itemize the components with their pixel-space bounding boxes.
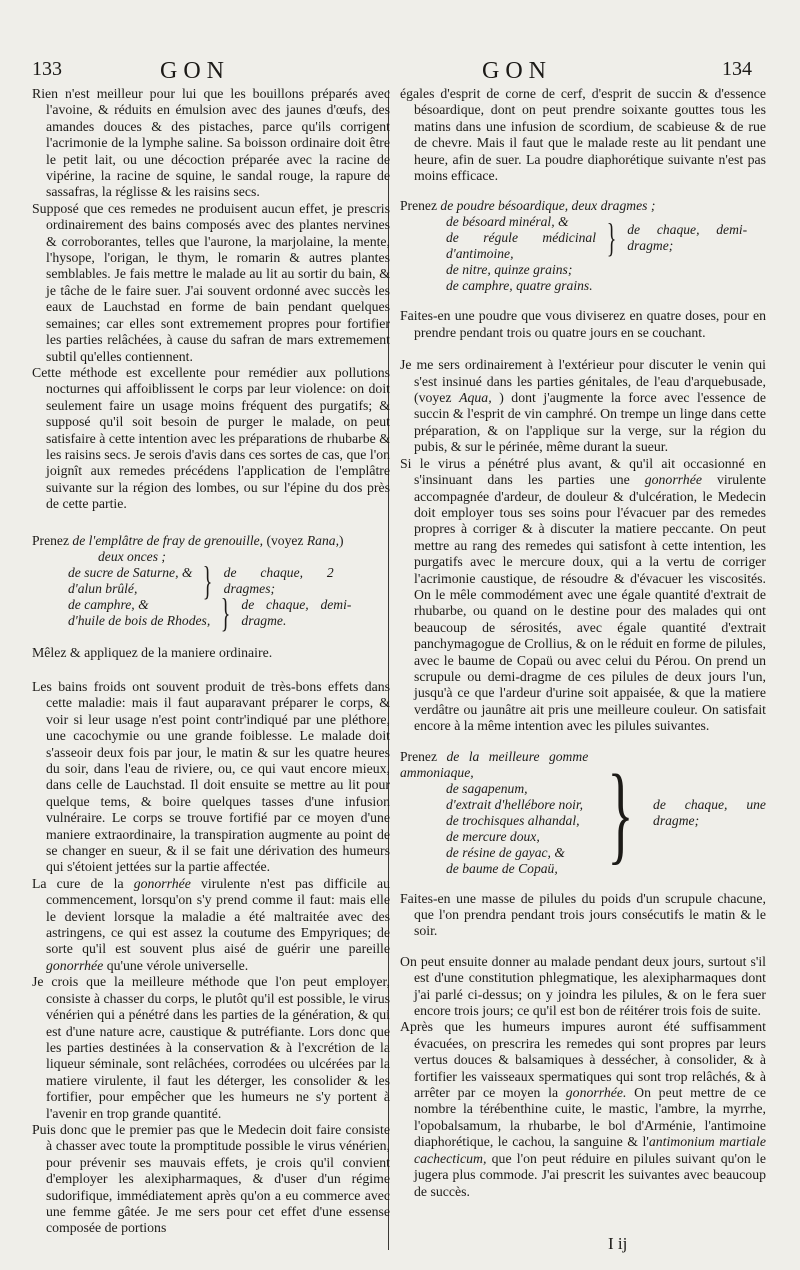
right-paragraph-2: Faites-en une poudre que vous diviserez en quatre doses, pour en prendre pendant trois ou quatre jours en se couchant. xyxy=(400,308,766,340)
left-paragraph-1: Rien n'est meilleur pour lui que les bouillons préparés avec l'avoine, & réduits en émulsion avec des jaunes d'œufs, des amandes douces & des pistaches, parce qu'ils corrigent l'acrimonie de la lymphe saline. Sa boisson ordinaire doit être le petit lait, ou une décoction préparée avec la racine de vipérine, la racine de squine, le sandal rouge, la rapure de sassafras, la réglisse & les raisins secs. xyxy=(32,86,390,200)
left-paragraph-5: Les bains froids ont souvent produit de très-bons effets dans cette maladie: mais il faut auparavant préparer le corps, & voir si leur usage n'est point contr'indiqué par une pléthore, une cacochymie ou une grande foiblesse. Le malade doit s'asseoir deux fois par jour, le matin & sur les quatre heures du soir, dans l'eau de riviere, ou, ce qui vaut encore mieux, dans celle de Lauchstad. Il doit ensuite se mettre au lit pour quelque tems, & boire quelques tasses d'une infusion vulnéraire. Le corps se trouve fortifié par ce moyen d'une maniere extraordinaire, la transpiration augmente au point de se changer en sueur, & il se fait une dérivation des humeurs qui s'étoient jettées sur la partie affectée. xyxy=(32,678,390,875)
right-paragraph-7 xyxy=(400,1019,766,1199)
text-run: que l'on peut réduire en pilules suivant qu'on le jugera plus commode. J'ai prescrit les suivantes avec beaucoup de succès. xyxy=(414,1150,767,1199)
recipe-group xyxy=(400,749,766,877)
right-paragraph-1: égales d'esprit de corne de cerf, d'esprit de succin & d'essence bésoardique, dont on peut prendre soixante gouttes tous les matins dans une infusion de scordium, de scabieuse & de rue de chevre. Mais il faut que le malade reste au lit pendant une heure, afin de suer. La poudre diaphorétique suivante n'est pas moins efficace. xyxy=(400,86,766,184)
recipe-ingredient: de poudre bésoardique, deux dragmes ; xyxy=(440,198,656,214)
left-page-number: 133 xyxy=(32,58,62,80)
right-paragraph-5: Faites-en une masse de pilules du poids d'un scrupule chacune, que l'on prendra pendant trois jours consécutifs le matin & le soir. xyxy=(400,890,766,939)
text-run-italic: gonorrhée xyxy=(133,875,191,891)
text-run: ) dont j'augmente la force avec l'essence de succin & l'esprit de vin camphré. On trempe un linge dans cette préparation, & on l'applique sur la verge, sur la région du pubis, & sur le périnée, même durant la sueur. xyxy=(414,390,766,455)
text-run: Je me sers ordinairement à l'extérieur pour discuter le venin qui s'est insinué dans les parties génitales, de l'eau d'arquebusade, (voyez xyxy=(400,357,766,406)
right-paragraph-3 xyxy=(400,357,766,455)
text-run: virulente n'est pas difficile au commencement, lorsqu'on s'y prend comme il faut: mais elle le devient lorsque la maladie a été maltraitée avec des astringens, ce qui est assez la coutume des Empyriques; de sorte qu'il est souvent plus aisé de guérir une pareille xyxy=(46,875,391,957)
text-run-italic: gonorrhée xyxy=(644,472,702,488)
recipe-line: de mercure doux, xyxy=(446,828,540,844)
right-page-number: 134 xyxy=(722,58,752,80)
recipe-line: de résine de gayac, & xyxy=(446,844,565,860)
recipe-side: de chaque, une dragme; xyxy=(653,796,766,828)
right-paragraph-4 xyxy=(400,456,766,735)
brace-icon: } xyxy=(203,557,213,603)
recipe-line: de régule médicinal d'antimoine, xyxy=(446,230,596,262)
text-run: La cure de la xyxy=(32,875,124,891)
recipe-prenez: Prenez xyxy=(400,748,437,764)
recipe-line: de camphre, & xyxy=(68,596,149,612)
recipe-side: de chaque, demi-dragme; xyxy=(627,222,748,254)
left-paragraph-2: Supposé que ces remedes ne produisent aucun effet, je prescris ordinairement des bains composés avec des plantes nervines & corroborantes, telles que l'aurone, la marjolaine, la mente, l'hysope, l'origan, le thym, le romarin & autres plantes semblables. Je fais mettre le malade au lit au sortir du bain, & je tâche de le faire suer. J'ai souvent ordonné avec succès les eaux de Lauchstad en forme de bain pendant quelques semaines; car elles sont extremement propres pour fortifier les parties relâchées, à cause du safran de mars extremement subtil qu'elles contiennent. xyxy=(32,200,390,364)
brace-icon: } xyxy=(606,215,617,261)
left-paragraph-8: Puis donc que le premier pas que le Medecin doit faire consiste à chasser avec toute la promptitude possible le virus vénérien, pour prévenir ses mauvais effets, je crois qu'il convient d'employer les alexipharmaques, & d'user d'un régime sudorifique, immédiatement après qu'on a eu commerce avec une femme gâtée. Je me sers pour cet effet d'une essense composée de portions xyxy=(32,1121,390,1236)
recipe-emplatre-head xyxy=(32,533,390,549)
recipe-group xyxy=(400,214,766,262)
recipe-line: de camphre, quatre grains. xyxy=(446,278,593,294)
recipe-paren: ) xyxy=(338,532,344,548)
recipe-prenez: Prenez xyxy=(400,198,437,214)
recipe-line: de bésoard minéral, & xyxy=(446,214,569,230)
recipe-line: de trochisques alhandal, xyxy=(446,812,580,828)
right-paragraph-6: On peut ensuite donner au malade pendant deux jours, surtout s'il est d'une constitution phlegmatique, les alexipharmaques dont j'ai parlé ci-dessus; on y joindra les pilules, & on le fera suer encore trois jours; ce qu'il est bon de réitérer trois fois de suite. xyxy=(400,953,766,1019)
text-run-italic: gonorrhée xyxy=(46,957,104,973)
left-column xyxy=(32,86,390,1237)
text-run: virulente accompagnée d'ardeur, de douleur & d'ulcération, le Medecin doit employer tous ses soins pour l'évacuer par des remedes propres à corriger & à discuter la matiere peccante. On peut mettre au rang des remedes qui satisfont à cette intention, les purgatifs avec le mercure doux, qui a la vertu de corriger l'acrimonie caustique, de résoudre & d'évacuer les viscosités. On le mêle commodément avec une égale quantité d'extrait de rhubarbe, ou quand on le destine pour des malades qui ont beaucoup de sérosités, avec égale quantité d'extrait panchymagogue de Crollius, & on le réduit en forme de pilules, avec le baume de Copaü ou avec celui du Pérou. On prend un scrupule ou demi-dragme de ces pilules de deux jours l'un, jusqu'à ce que l'ardeur d'urine soit appaisée, & que la matiere verdâtre ou jaunâtre ait pris une meilleure couleur. On satisfait encore à la même intention avec les pilules suivantes. xyxy=(414,472,766,734)
text-run-italic: Aqua, xyxy=(459,390,492,406)
signature-mark: I ij xyxy=(608,1234,628,1253)
text-run: qu'une vérole universelle. xyxy=(106,957,249,973)
text-run-italic: antimonium martiale cachecticum, xyxy=(414,1134,766,1166)
recipe-poudre xyxy=(400,198,766,294)
left-running-head: GON xyxy=(160,58,230,84)
text-run: On peut mettre de ce nombre la térébenthine cuite, le mastic, l'ambre, la myrrhe, l'opobalsamum, la rhubarbe, le bol d'Arménie, l'antimoine diaphorétique, le cachou, la sanguine & l' xyxy=(414,1085,766,1150)
recipe-quantity: deux onces ; xyxy=(98,548,166,564)
text-run-italic: gonorrhée. xyxy=(565,1085,627,1101)
brace-icon: } xyxy=(607,751,634,874)
recipe-poudre-head xyxy=(400,198,766,214)
right-running-head: GON xyxy=(482,58,552,84)
brace-icon: } xyxy=(221,589,231,635)
recipe-line: d'alun brûlé, xyxy=(68,580,138,596)
recipe-group-a xyxy=(32,557,390,603)
recipe-side: de chaque, 2 dragmes; xyxy=(223,564,334,596)
recipe-line: de sagapenum, xyxy=(446,780,528,796)
recipe-line: de sucre de Saturne, & xyxy=(68,564,193,580)
recipe-pilules xyxy=(400,749,766,877)
recipe-line: d'huile de bois de Rhodes, xyxy=(68,612,211,628)
recipe-ingredient: de la meilleure gomme ammoniaque, xyxy=(400,748,589,780)
left-paragraph-3: Cette méthode est excellente pour remédier aux pollutions nocturnes qui affoiblissent le corps par leur violence: on doit seulement faire un usage moins fréquent des purgatifs; & supposé qu'il soit besoin de purger le malade, on peut satisfaire à cette intention avec les préparations de rhubarbe & les raisins secs. Je serois d'avis dans ces sortes de cas, que l'on joignît aux remedes précédens l'application de l'emplâtre suivante sur la région des lombes, ou sur l'épine du dos près de cette partie. xyxy=(32,364,390,512)
left-paragraph-4: Mêlez & appliquez de la maniere ordinaire. xyxy=(32,644,273,660)
recipe-side: de chaque, demi-dragme. xyxy=(241,596,352,628)
recipe-line: de nitre, quinze grains; xyxy=(446,262,573,278)
recipe-see: (voyez xyxy=(266,532,304,548)
left-paragraph-6 xyxy=(32,876,390,974)
text-run: Après que les humeurs impures auront été suffisamment évacuées, on prescrira les remedes qui sont propres par leurs vertus douces & balsamiques à dessécher, à consolider, & à fortifier les vaisseaux spermatiques qui sont trop relâchés, & à arrêter par ce moyen la xyxy=(400,1019,766,1101)
right-column xyxy=(400,86,766,1200)
recipe-line: d'extrait d'hellébore noir, xyxy=(446,796,584,812)
left-paragraph-7: Je crois que la meilleure méthode que l'on peut employer, consiste à chasser du corps, le plutôt qu'il est possible, le virus vénérien qui a pénétré dans les parties de la génération, & qui est d'une nature acre, caustique & putréfiante. Lors donc que les parties destinées à la conservation & à l'excrétion de la liqueur séminale, sont relâchées, corrodées ou ulcérées par la matiere virulente, il faut les déterger, les consolider & les fortifier, pour empêcher que les humeurs ne s'y portent à l'avenir en trop grande quantité. xyxy=(32,974,390,1121)
text-run: Si le virus a pénétré plus avant, & qu'il ait occasionné en s'insinuant dans les parties une xyxy=(400,455,766,488)
recipe-prenez: Prenez xyxy=(32,532,69,548)
recipe-emplatre xyxy=(32,532,390,635)
recipe-crossref: Rana, xyxy=(306,532,339,548)
recipe-ingredient: de l'emplâtre de fray de grenouille, xyxy=(72,532,264,548)
recipe-line: de baume de Copaü, xyxy=(446,860,558,876)
